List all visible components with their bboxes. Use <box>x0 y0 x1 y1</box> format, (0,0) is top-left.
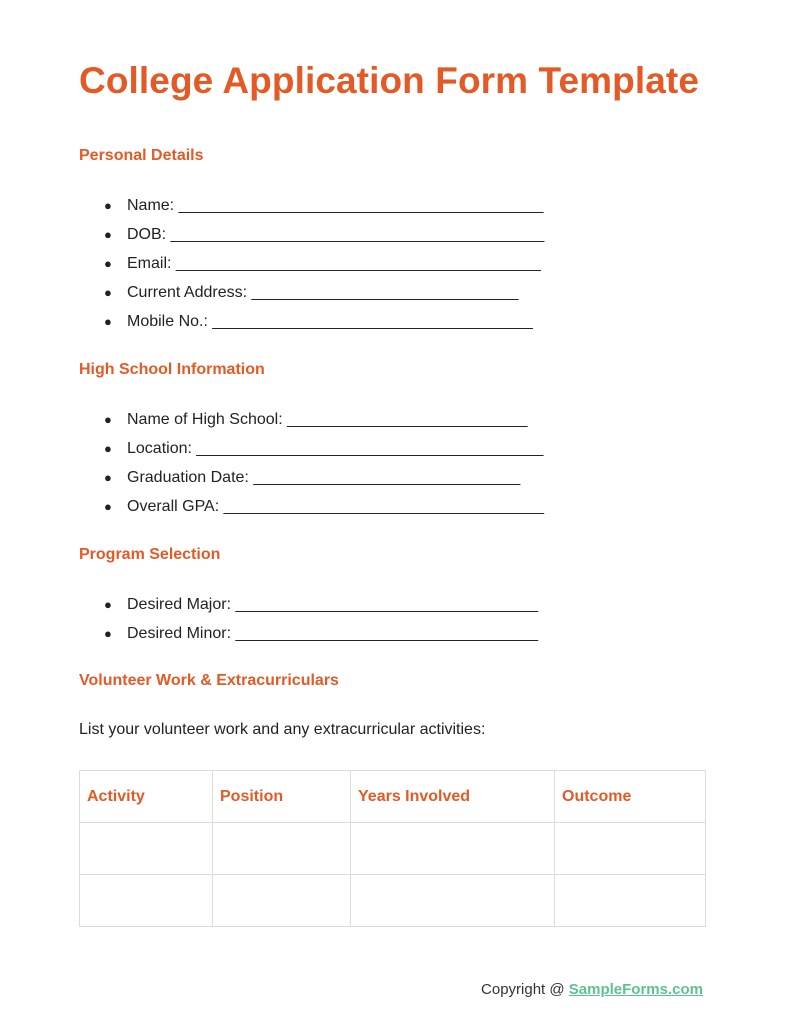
overall-gpa-field[interactable]: ____________________________________ <box>223 498 544 515</box>
high-school-name-field[interactable]: ___________________________ <box>287 411 528 428</box>
table-header-row <box>80 771 706 823</box>
table-cell[interactable] <box>351 823 555 875</box>
volunteer-intro-text: List your volunteer work and any extracurricular activities: <box>79 721 486 738</box>
field-label: Graduation Date: <box>127 469 249 486</box>
bullet-icon: ● <box>104 256 112 271</box>
column-header-position: Position <box>213 771 351 823</box>
bullet-icon: ● <box>104 441 112 456</box>
mobile-no-field[interactable]: ____________________________________ <box>212 313 533 330</box>
bullet-icon: ● <box>104 412 112 427</box>
field-label: Overall GPA: <box>127 498 220 515</box>
bullet-icon: ● <box>104 227 112 242</box>
table-cell[interactable] <box>213 823 351 875</box>
field-label: Name: <box>127 197 175 214</box>
activity-table <box>79 770 706 927</box>
section-heading-high-school: High School Information <box>79 361 265 378</box>
table-cell[interactable] <box>80 823 213 875</box>
section-heading-personal-details: Personal Details <box>79 147 204 164</box>
desired-major-field[interactable]: __________________________________ <box>235 596 539 613</box>
bullet-icon: ● <box>104 470 112 485</box>
table-cell[interactable] <box>555 875 706 927</box>
section-heading-volunteer-work: Volunteer Work & Extracurriculars <box>79 672 339 689</box>
field-label: Location: <box>127 440 192 457</box>
bullet-icon: ● <box>104 597 112 612</box>
bullet-icon: ● <box>104 499 112 514</box>
name-field[interactable]: _________________________________________ <box>178 197 544 214</box>
page-title: College Application Form Template <box>79 60 700 101</box>
table-cell[interactable] <box>351 875 555 927</box>
dob-field[interactable]: __________________________________________ <box>170 226 545 243</box>
table-cell[interactable] <box>213 875 351 927</box>
table-cell[interactable] <box>80 875 213 927</box>
desired-minor-field[interactable]: __________________________________ <box>235 625 539 642</box>
field-label: Desired Minor: <box>127 625 232 642</box>
table-cell[interactable] <box>555 823 706 875</box>
graduation-date-field[interactable]: ______________________________ <box>253 469 521 486</box>
bullet-icon: ● <box>104 314 112 329</box>
column-header-years-involved: Years Involved <box>351 771 555 823</box>
bullet-icon: ● <box>104 285 112 300</box>
location-field[interactable]: _______________________________________ <box>196 440 544 457</box>
sampleforms-link[interactable]: SampleForms.com <box>568 981 703 998</box>
bullet-icon: ● <box>104 198 112 213</box>
table-row <box>80 823 706 875</box>
field-label: Name of High School: <box>127 411 283 428</box>
field-label: DOB: <box>127 226 167 243</box>
column-header-activity: Activity <box>80 771 213 823</box>
field-label: Desired Major: <box>127 596 232 613</box>
field-label: Mobile No.: <box>127 313 208 330</box>
table-row <box>80 875 706 927</box>
field-label: Current Address: <box>127 284 248 301</box>
column-header-outcome: Outcome <box>555 771 706 823</box>
email-field[interactable]: _________________________________________ <box>175 255 541 272</box>
section-heading-program-selection: Program Selection <box>79 546 221 563</box>
copyright-text: Copyright @ <box>481 981 569 998</box>
current-address-field[interactable]: ______________________________ <box>251 284 519 301</box>
bullet-icon: ● <box>104 626 112 641</box>
field-label: Email: <box>127 255 172 272</box>
copyright-footer <box>481 981 703 998</box>
